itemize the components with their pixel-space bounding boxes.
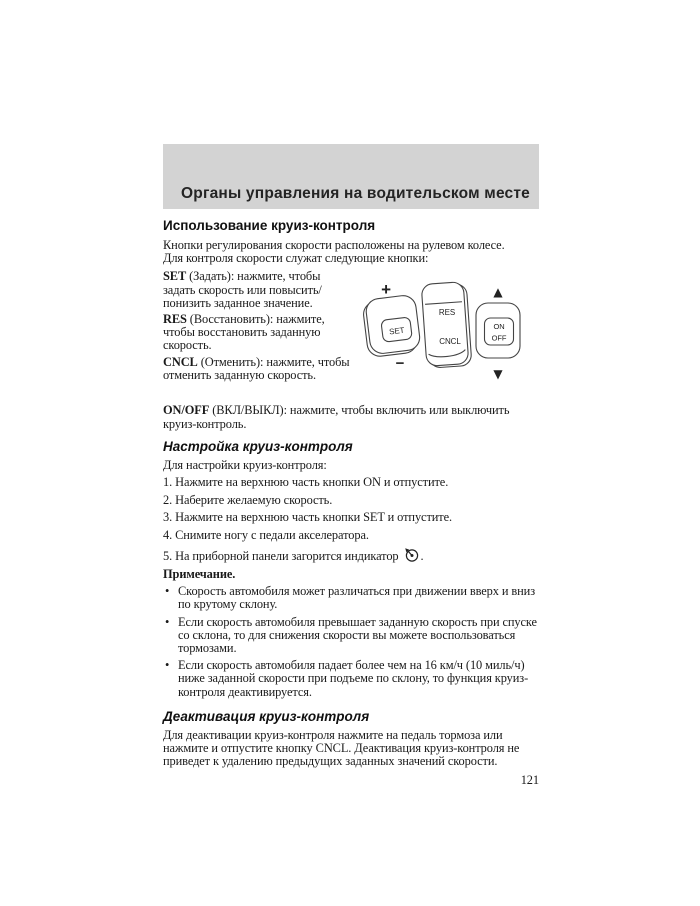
res-description — [163, 313, 355, 353]
note-heading: Примечание. — [163, 567, 236, 582]
onoff-label: ON/OFF — [163, 403, 210, 418]
plus-label: + — [381, 280, 391, 300]
buttons-description-block — [163, 270, 539, 402]
note-list — [163, 585, 539, 699]
section-header-bar — [163, 144, 539, 209]
up-arrow-icon: ▲ — [493, 285, 503, 300]
down-arrow-icon: ▼ — [493, 367, 503, 382]
setup-step-text: 5. На приборной панели загорится индикатор — [163, 548, 399, 563]
res-button-text: RES — [438, 308, 456, 318]
buttons-text-column — [163, 270, 355, 382]
section-header-title: Органы управления на водительском месте — [181, 185, 530, 202]
setup-step: 3. Нажмите на верхнюю часть кнопки SET и отпустите. — [163, 510, 453, 525]
set-button-text: SET — [388, 326, 405, 337]
onoff-desc-text: (ВКЛ/ВЫКЛ): нажмите, чтобы включить или выключить круиз-контроль. — [163, 403, 510, 431]
usage-intro-line: Кнопки регулирования скорости расположены на рулевом колесе. — [163, 238, 505, 252]
setup-step-with-icon — [163, 547, 539, 563]
set-desc-text: (Задать): нажмите, чтобы задать скорость или повысить/понизить заданное значение. — [163, 269, 322, 310]
cncl-desc-text: (Отменить): нажмите, чтобы отменить заданную скорость. — [163, 354, 350, 382]
setup-step: 4. Снимите ногу с педали акселератора. — [163, 528, 369, 543]
note-bullet: • Если скорость автомобиля превышает заданную скорость при спуске со склона, то для снижения скорости вы можете воспользоваться тормозами. — [163, 616, 539, 656]
off-button-text: OFF — [491, 333, 507, 343]
set-button-illustration — [362, 295, 422, 359]
set-label: SET — [163, 269, 187, 284]
cruise-indicator-icon — [402, 547, 420, 563]
note-bullet: • Если скорость автомобиля падает более чем на 16 км/ч (10 миль/ч) ниже заданной скорости при подъеме по склону, то функция круиз-контроля деактивируется. — [163, 659, 539, 699]
setup-heading: Настройка круиз-контроля — [163, 438, 353, 454]
note-bullet: • Скорость автомобиля может различаться при движении вверх и вниз по крутому склону. — [163, 585, 539, 611]
minus-label: − — [395, 355, 405, 373]
on-button-text: ON — [493, 322, 505, 332]
manual-page — [163, 144, 539, 788]
setup-steps — [163, 476, 539, 563]
setup-step: 1. Нажмите на верхнюю часть кнопки ON и отпустите. — [163, 475, 449, 490]
setup-step-suffix: . — [420, 548, 424, 563]
setup-step: 2. Наберите желаемую скорость. — [163, 492, 333, 507]
set-description — [163, 270, 355, 310]
setup-lead: Для настройки круиз-контроля: — [163, 457, 327, 472]
deactivation-heading: Деактивация круиз-контроля — [163, 708, 370, 724]
deactivation-text: Для деактивации круиз-контроля нажмите на педаль тормоза или нажмите и отпустите кнопку CNCL. Деактивация круиз-контроля не приведет к удалению предыдущих заданных значений скорости. — [163, 727, 520, 769]
page-number: 121 — [520, 773, 539, 788]
res-desc-text: (Восстановить): нажмите, чтобы восстановить заданную скорость. — [163, 312, 325, 353]
usage-intro-line: Для контроля скорости служат следующие кнопки: — [163, 251, 429, 266]
cncl-label: CNCL — [163, 354, 198, 369]
cncl-button-text: CNCL — [439, 337, 461, 347]
cruise-buttons-figure — [360, 273, 540, 401]
rocker-switch-illustration — [421, 282, 472, 369]
usage-heading: Использование круиз-контроля — [163, 218, 376, 233]
res-label: RES — [163, 312, 187, 327]
onoff-description — [163, 404, 539, 430]
cncl-description — [163, 356, 355, 382]
usage-intro — [163, 239, 539, 265]
